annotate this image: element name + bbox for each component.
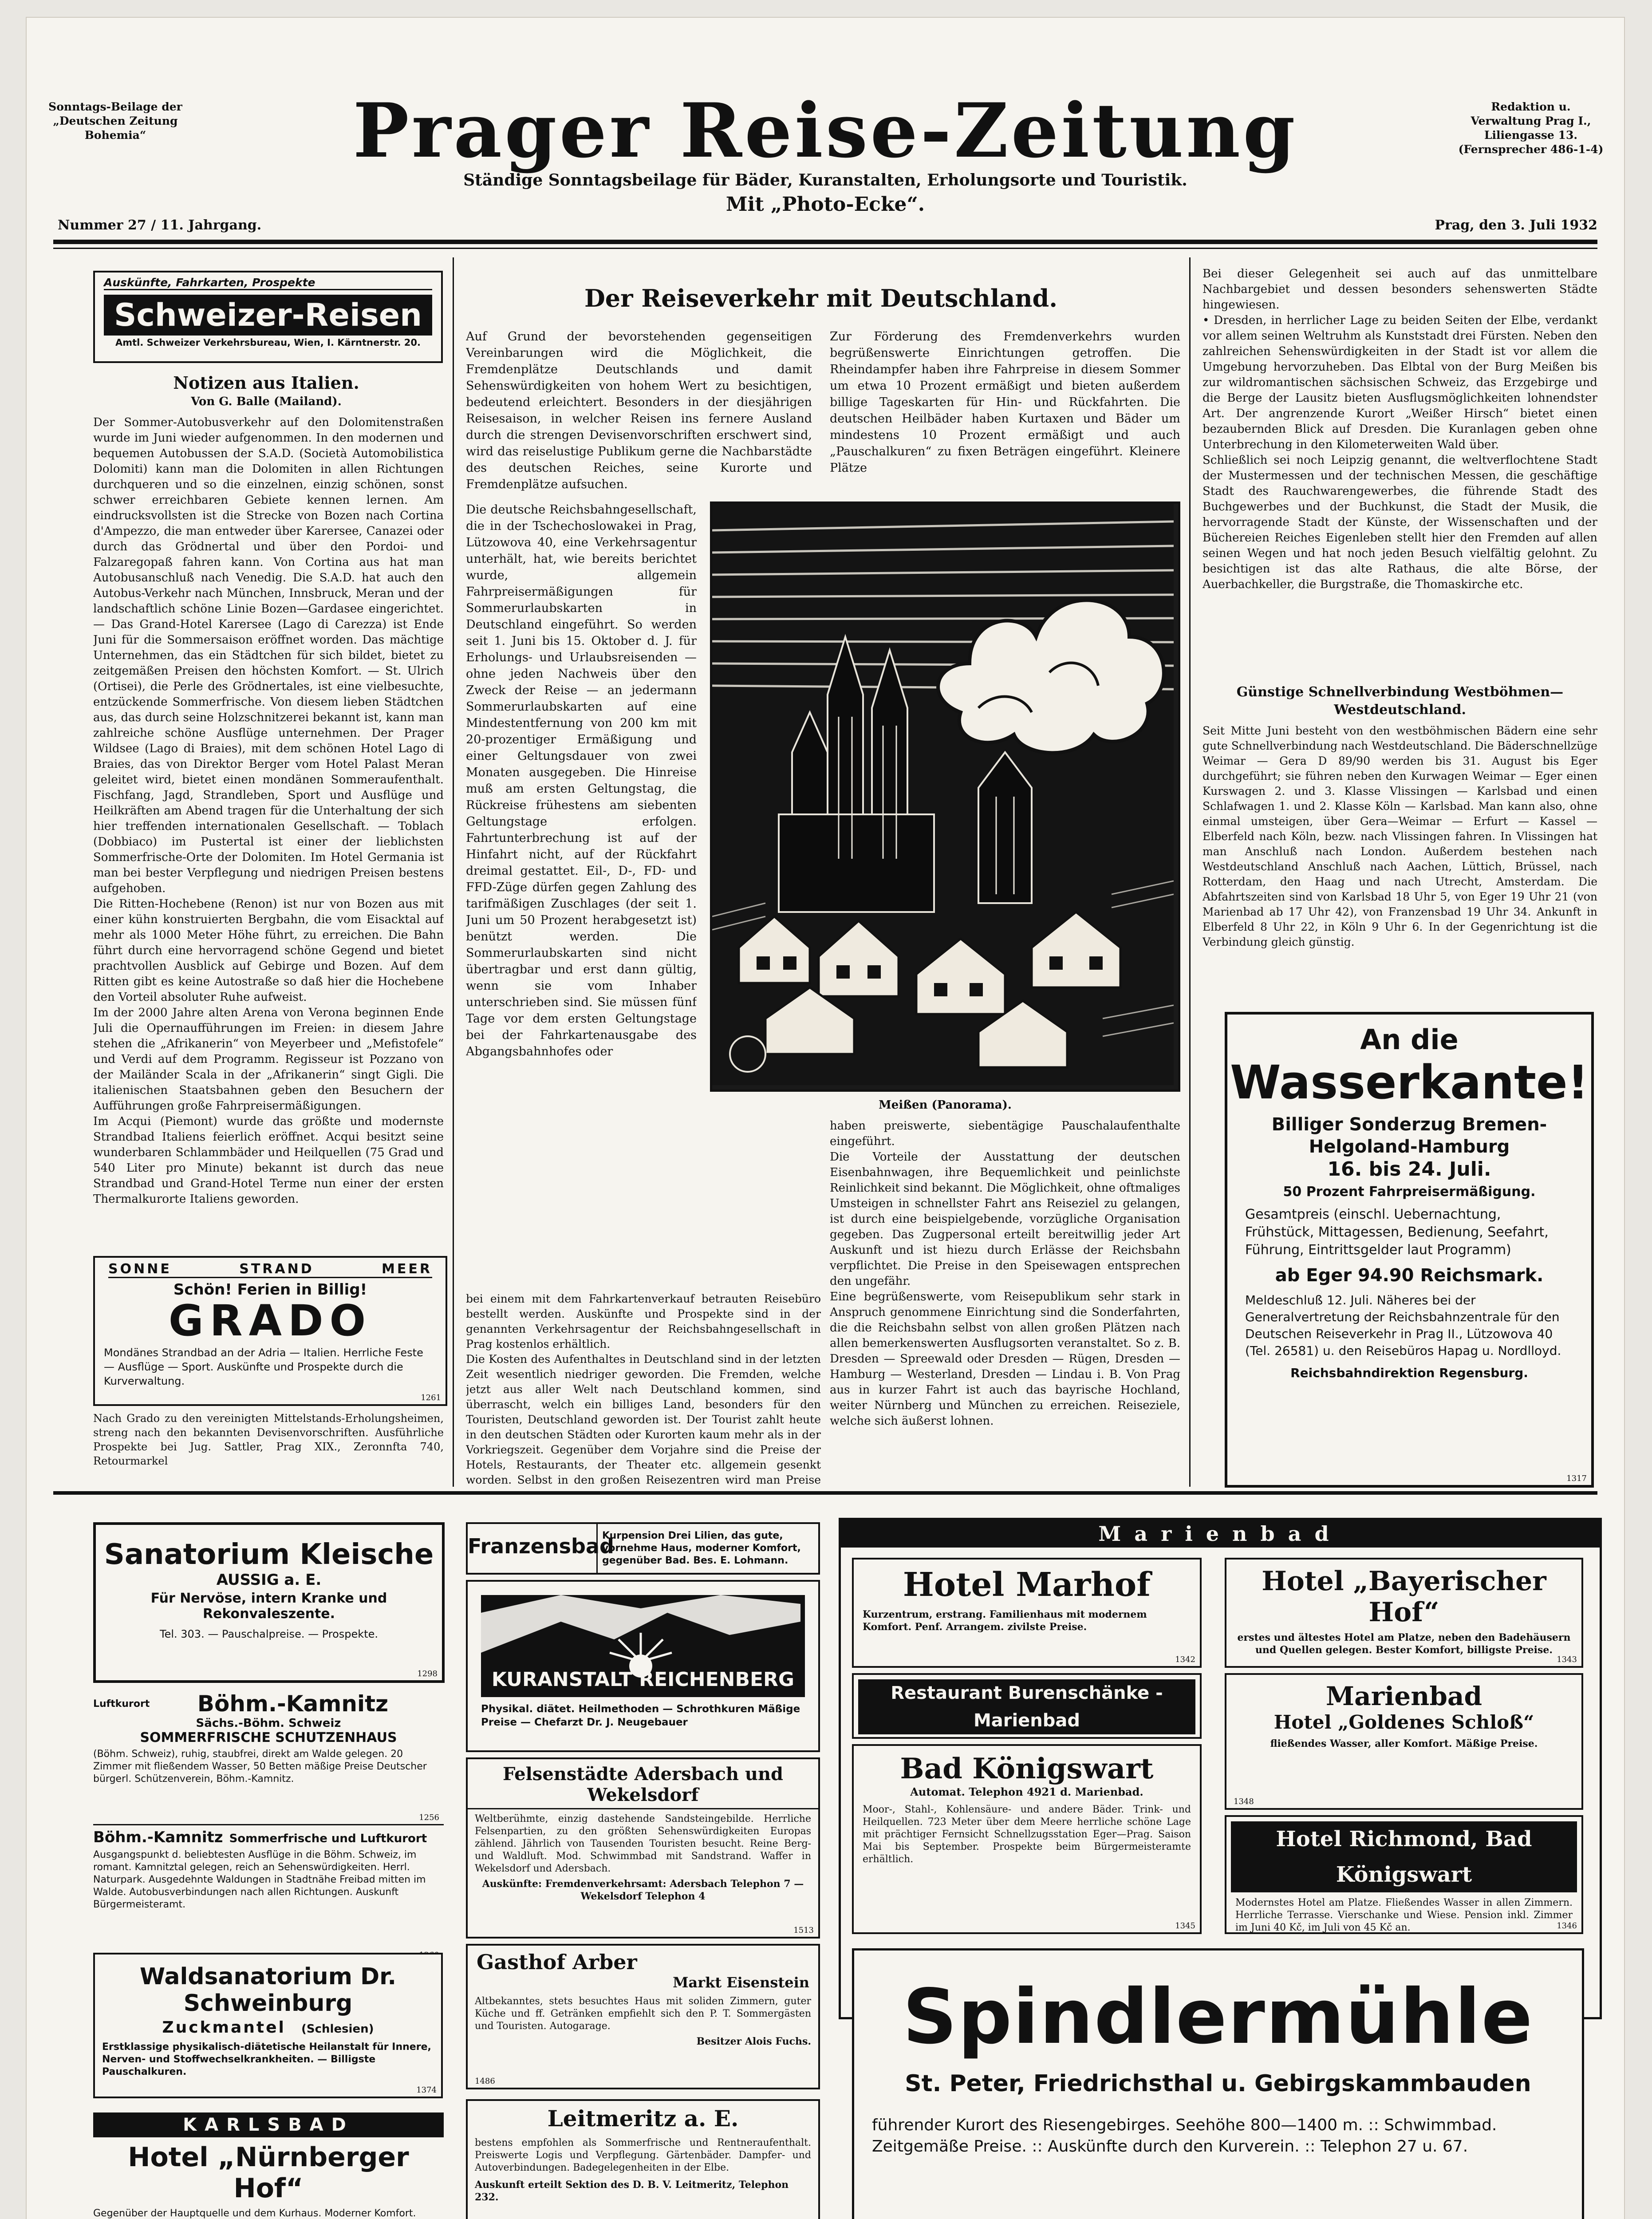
ad-number: 1486 [475,2077,495,2086]
ad-grado-topline [108,1261,432,1278]
ad-place2: (Schlesien) [301,2022,374,2036]
ad-grado [93,1256,447,1406]
ad-number: 1261 [421,1393,441,1402]
ad-tag: Luftkurort [93,1698,150,1710]
ad-grado-title: GRADO [168,1296,372,1346]
ad-title: KURANSTALT REICHENBERG [491,1668,795,1691]
ad-logo [481,1595,805,1697]
ad-wasserkante-discount: 50 Prozent Fahrpreisermäßigung. [1283,1184,1536,1200]
ad-place: Zuckmantel [162,2018,286,2037]
column-rule [453,257,454,1487]
ad-spindlermuehle [852,1948,1584,2219]
ad-title: Spindlermühle [903,1973,1534,2061]
ad-wasserkante-line1: An die [1360,1023,1459,1056]
ad-title: Leitmeritz a. E. [547,2105,739,2132]
issue-date: Prag, den 3. Juli 1932 [1435,217,1597,233]
ad-tel: Tel. 303. — Pauschalpreise. — Prospekte. [159,1628,378,1640]
ad-goldenes-schloss [1225,1673,1583,1810]
ad-desc: erstes und ältestes Hotel am Platze, neben den Badehäusern und Quellen gelegen. Bester Komfort, billigste Preise. [1237,1632,1571,1656]
ad-hotel-bayerischer-hof [1225,1558,1583,1668]
masthead-rule [53,240,1597,244]
ad-hotel-marhof [852,1558,1202,1668]
ad-title: Gasthof Arber [477,1950,637,1974]
ad-title2: Sommerfrische und Luftkurort [229,1832,427,1845]
ad-wasserkante-dates: 16. bis 24. Juli. [1327,1158,1491,1181]
ad-schweinburg [93,1953,443,2098]
ad-desc: (Böhm. Schweiz), ruhig, staubfrei, direkt am Walde gelegen. 20 Zimmer mit fließendem Wasser, 50 Betten mäßige Preise Deutscher bürgerl. Schützenverein, Böhm.-Kamnitz. [93,1749,427,1785]
main-col-a-top: Auf Grund der bevorstehenden gegenseitigen Vereinbarungen wird die Möglichkeit, die Fremdenplätze Deutschlands und damit Sehenswürdigkeiten von hohem Wert zu besichtigen, bedeutend erleichtert. Besonders in der diesjährigen Reisesaison, in welcher Reisen ins fernere Ausland durch die strengen Devisenvorschriften erschwert sind, wird das reiselustige Publikum gerne die Nachbarstädte des deutschen Reiches, seine Kurorte und Fremdenplätze aufsuchen. [466,330,812,491]
ad-franzensbad [466,1522,820,1575]
ad-title: Bad Königswart [900,1752,1154,1785]
col4-heading: Günstige Schnellverbindung Westböhmen—Westdeutschland. [1236,684,1564,718]
ad-grado-strand: STRAND [239,1261,314,1277]
ad-desc: Gegenüber der Hauptquelle und dem Kurhaus. Moderner Komfort. [93,2208,416,2219]
ad-desc: fließendes Wasser, aller Komfort. Mäßige Preise. [1270,1738,1538,1749]
masthead-title: Prager Reise-Zeitung [353,87,1298,174]
ad-title: Hotel „Bayerischer Hof“ [1262,1566,1546,1628]
ad-sanatorium-kleische [93,1522,445,1683]
ad-schweizer-title: Schweizer-Reisen [104,295,432,336]
masthead-subtitle: Ständige Sonntagsbeilage für Bäder, Kuranstalten, Erholungsorte und Touristik. [463,171,1187,190]
ad-title: Waldsanatorium Dr. Schweinburg [139,1963,397,2017]
ad-title: Hotel Marhof [903,1566,1151,1604]
ad-wasserkante-price: ab Eger 94.90 Reichsmark. [1275,1265,1544,1286]
col4-intro: Bei dieser Gelegenheit sei auch auf das unmittelbare Nachbargebiet und dessen besonders sehenswerten Städte hingewiesen. • Dresden, in herrlicher Lage zu beiden Seiten der Elbe, verdankt vor allem seinen Weltruhm als Kunststadt drei Fürsten. Neben den zahlreichen Sehenswürdigkeiten in der Stadt ist vor allem die Umgebung hervorzuheben. Das Elbtal von der Burg Meißen bis zur wildromantischen sächsischen Schweiz, das Erzgebirge und die Berge der Lausitz bieten Ausflugsmöglichkeiten lohnendster Art. Der angrenzende Kurort „Weißer Hirsch“ bietet einen bezaubernden Blick auf Dresden. Die Kuranlagen geben ohne Unterbrechung in den Kilometerweiten Wald über. Schließlich sei noch Leipzig genannt, die weltverflochtene Stadt der Mustermessen und der technischen Messen, die geschäftige Stadt des Rauchwarengewerbes, die führende Stadt des Buchgewerbes und der Buchkunst, die Stadt der Musik, die hervorragende Stadt der Künste, der Wissenschaften und der Büchereien Reiches Eigenleben stellt hier den Fremden auf allen seinen Wegen und hat noch jeden Besuch vielfältig gelohnt. Zu besichtigen ist das alte Rathaus, die alte Börse, der Auerbachkeller, die Burgstraße, die Thomaskirche etc. [1203,267,1597,591]
ad-bad-koenigswart [852,1744,1202,1934]
ad-desc: Weltberühmte, einzig dastehende Sandsteingebilde. Herrliche Felsenpartien, zu den größten Sehenswürdigkeiten Europas zählend. Jährlich von Tausenden Touristen besucht. Reine Berg- und Waldluft. Mod. Schwimmbad mit Sandstrand. Waffer in Wekelsdorf und Adersbach. [475,1813,811,1874]
col1-byline: Von G. Balle (Mailand). [191,395,342,408]
ad-number: 1317 [1566,1474,1587,1483]
issue-number: Nummer 27 / 11. Jahrgang. [58,217,262,233]
ad-grado-sonne: SONNE [108,1261,172,1277]
ad-kamnitz-luftkurort [93,1828,444,1962]
ad-kamnitz-schutzenhaus [93,1691,444,1825]
ad-sub2: SOMMERFRISCHE SCHUTZENHAUS [140,1730,397,1745]
ad-desc: Kurpension Drei Lilien, das gute, vornehme Haus, moderner Komfort, gegenüber Bad. Bes. E. Lohmann. [602,1530,801,1566]
col4-body: Seit Mitte Juni besteht von den westböhmischen Bädern eine sehr gute Schnellverbindung nach Westdeutschland. Die Bäderschnellzüge Weimar — Gera D 89/90 werden bis 31. August bis Eger durchgeführt; sie führen neben den Kurwagen Weimar — Eger einen Kurswagen 2. und 3. Klasse Vlissingen — Karlsbad und einen Schlafwagen 1. und 2. Klasse Köln — Karlsbad. Man kann also, ohne einmal umsteigen, über Gera—Weimar — Erfurt — Kassel — Elberfeld nach Köln, bezw. nach Vlissingen fahren. In Vlissingen hat man Anschluß nach London. Außerdem bestehen nach Westdeutschland Anschluß nach Aachen, Lüttich, Brüssel, nach Rotterdam, den Haag und nach Utrecht, Amsterdam. Die Abfahrtszeiten sind von Karlsbad 18 Uhr 5, von Eger 19 Uhr 21 (von Marienbad ab 17 Uhr 42), von Franzensbad 19 Uhr 34. Ankunft in Elberfeld 8 Uhr 22, in Köln 9 Uhr 6. In der Gegenrichtung ist die Verbindung gleich günstig. [1203,724,1597,948]
ad-owner: Besitzer Alois Fuchs. [696,2036,811,2047]
ad-wasserkante-sign: Reichsbahndirektion Regensburg. [1290,1366,1528,1380]
meissen-caption: Meißen (Panorama). [879,1098,1012,1112]
ad-grado-desc: Mondänes Strandbad an der Adria — Italien. Herrliche Feste — Ausflüge — Sport. Auskünfte und Prospekte durch die Kurverwaltung. [104,1346,423,1387]
meissen-panorama-image [710,501,1180,1092]
ad-number: 1346 [1557,1921,1577,1931]
col1-tail: Nach Grado zu den vereinigten Mittelstands-Erholungsheimen, streng nach den bekannten Devisenvorschriften. Ausführliche Prospekte bei Jug. Sattler, Prag XIX., Zeronnfta 740, Retourmarkel [93,1412,444,1467]
ad-wasserkante-train: Billiger Sonderzug Bremen-Helgoland-Hamburg [1271,1114,1547,1157]
ad-number: 1348 [1234,1797,1254,1806]
ad-adersbach [466,1757,820,1939]
ad-title: Böhm.-Kamnitz [197,1691,389,1717]
ad-number: 1256 [419,1813,439,1822]
newspaper-page [27,18,1624,2219]
ad-title: Hotel Richmond, Bad Königswart [1231,1821,1577,1892]
ad-desc: Erstklassige physikalisch-diätetische Heilanstalt für Innere, Nerven- und Stoffwechselkrankheiten. — Billigste Pauschalkuren. [102,2041,431,2077]
ad-grado-line1: Schön! Ferien in Billig! [173,1281,367,1299]
main-col-a-side: Die deutsche Reichsbahngesellschaft, die in der Tschechoslowakei in Prag, Lützowova 40, eine Verkehrsagentur unterhält, hat, wie bereits berichtet wurde, allgemein Fahrpreisermäßigungen für Sommerurlaubskarten in Deutschland eingeführt. So werden seit 1. Juni bis 15. Oktober d. J. für Erholungs- und Urlaubsreisenden — ohne jeden Nachweis über den Zweck der Reise — an jedermann Sommerurlaubskarten auf eine Mindestentfernung von 200 km mit 20-prozentiger Ermäßigung und einer Geltungsdauer von zwei Monaten ausgegeben. Die Hinreise muß am ersten Geltungstag, die Rückreise frühestens am siebenten Geltungstage erfolgen. Fahrtunterbrechung ist auf der Hinfahrt nicht, auf der Rückfahrt dreimal gestattet. Eil-, D-, FD- und FFD-Züge dürfen gegen Zahlung des tarifmäßigen Zuschlages (der seit 1. Juni um 50 Prozent herabgesetzt ist) benützt werden. Die Sommerurlaubskarten sind nicht übertragbar und erst dann gültig, wenn sie vom Inhaber unterschrieben sind. Sie müssen fünf Tage vor dem ersten Geltungstage bei der Fahrkartenausgabe des Abgangsbahnhofes oder [466,503,697,1058]
ad-number: 1374 [416,2085,437,2095]
ads-section-rule [53,1491,1597,1495]
ad-number: 1343 [1557,1655,1577,1664]
ad-sub: Hotel „Goldenes Schloß“ [1273,1711,1534,1733]
ad-hotel-richmond [1225,1815,1583,1934]
ad-desc: Moor-, Stahl-, Kohlensäure- und andere Bäder. Trink- und Heilquellen. 723 Meter über dem Meere herrliche schöne Lage mit prächtiger Fernsicht Schnellzugsstation Eger—Prag. Saison Mai bis September. Prospekte beim Bürgermeisteramte erhältlich. [863,1804,1191,1865]
column-rule [1189,257,1191,1487]
ad-number: 1342 [1175,1655,1195,1664]
ad-place: AUSSIG a. E. [216,1571,322,1589]
ad-number: 1298 [417,1669,438,1678]
main-col-b-bottom: haben preiswerte, siebentägige Pauschalaufenthalte eingeführt. Die Vorteile der Ausstattung der deutschen Eisenbahnwagen, ihre Bequemlichkeit und peinlichste Reinlichkeit sind bekannt. Die Möglichkeit, ohne oftmaliges Umsteigen in schnellster Fahrt ans Reiseziel zu gelangen, ist durch eine beispielgebende, vorzügliche Organisation gegeben. Das Zugpersonal erteilt bereitwillig jeder Art Auskunft und ist hiezu durch Erlässe der Reichsbahn verpflichtet. Die Preise in den Speisewagen entsprechen den ungefähr. Eine begrüßenswerte, vom Reisepublikum sehr stark in Anspruch genommene Einrichtung sind die Sonderfahrten, die die Reichsbahn selbst von allen großen Plätzen nach allen bemerkenswerten Ausflugsorten veranstaltet. So z. B. Dresden — Spreewald oder Dresden — Rügen, Dresden — Hamburg — Westerland, Dresden — Lindau i. B. Von Prag aus in kurzer Fahrt ist auch das bayrische Hochland, weiter Nürnberg und München zu erreichen. Reiseziele, welche sich äußerst lohnen. [830,1119,1180,1428]
ad-top: KARLSBAD [93,2112,444,2137]
ad-desc: Kurzentrum, erstrang. Familienhaus mit modernem Komfort. Penf. Arrangem. zivilste Preise. [863,1609,1147,1633]
ad-title: Felsenstädte Adersbach und Wekelsdorf [468,1764,818,1809]
ad-desc: bestens empfohlen als Sommerfrische und Rentneraufenthalt. Preiswerte Logis und Verpflegung. Gärtenbäder. Dampfer- und Autoverbindungen. Badegelegenheiten in der Elbe. [475,2137,811,2173]
ad-title: Sanatorium Kleische [104,1538,434,1571]
ad-title: Restaurant Burenschänke - Marienbad [858,1679,1195,1734]
ad-desc: führender Kurort des Riesengebirges. Seehöhe 800—1400 m. :: Schwimmbad. Zeitgemäße Preise. :: Auskünfte durch den Kurverein. :: Telephon 27 u. 67. [872,2116,1497,2156]
ad-sub: Sächs.-Böhm. Schweiz [196,1717,341,1730]
ad-contact: Auskunft erteilt Sektion des D. B. V. Leitmeritz, Telephon 232. [475,2179,789,2203]
main-article-heading: Der Reiseverkehr mit Deutschland. [584,284,1058,312]
ad-sub: St. Peter, Friedrichsthal u. Gebirgskammbauden [905,2070,1531,2097]
main-col-b-top: Zur Förderung des Fremdenverkehrs wurden begrüßenswerte Einrichtungen getroffen. Die Rheindampfer haben ihre Fahrpreise in diesem Sommer um etwa 10 Prozent ermäßigt und bieten außerdem billige Tageskarten für Hin- und Rückfahrten. Die deutschen Heilbäder haben Kurtaxen und Bäder um mindestens 10 Prozent ermäßigt und auch „Pauschalkuren“ zu fixen Beträgen eingeführt. Kleinere Plätze [830,330,1180,475]
ad-gasthof-arber [466,1944,820,2089]
masthead-rule-thin [53,248,1597,249]
ad-title: Böhm.-Kamnitz [93,1828,223,1846]
ad-desc: Physikal. diätet. Heilmethoden — Schrothkuren Mäßige Preise — Chefarzt Dr. J. Neugebauer [481,1703,800,1728]
ad-title: Marienbad [1325,1681,1482,1711]
col1-body: Der Sommer-Autobusverkehr auf den Dolomitenstraßen wurde im Juni wieder aufgenommen. In den modernen und bequemen Autobussen der S.A.D. (Società Automobilistica Dolomiti) kann man die Dolomiten in allen Richtungen durchqueren und so die einzelnen, einzig schönen, sonst schwer erreichbaren Gebiete kennen lernen. Am eindrucksvollsten ist die Strecke von Bozen nach Cortina d'Ampezzo, die man entweder über Karersee, Canazei oder durch das Grödnertal und über den Pordoi- und Falzaregopaß fahren kann. Von Cortina aus hat man Autobusanschluß nach Venedig. Die S.A.D. hat auch den Autobus-Verkehr nach München, Innsbruck, Meran und der landschaftlich schöne Linie Bozen—Gardasee eingerichtet. — Das Grand-Hotel Karersee (Lago di Carezza) ist Ende Juni für die Sommersaison eröffnet worden. Das mächtige Unternehmen, das ein Städtchen für sich bildet, bietet zu zeitgemäßen Preisen den höchsten Komfort. — St. Ulrich (Ortisei), die Perle des Grödnertales, ist eine vielbesuchte, entzückende Sommerfrische. Von diesem lieben Städtchen aus, das durch seine Holzschnitzerei bekannt ist, kann man zahlreiche schöne Ausflüge unternehmen. Der Prager Wildsee (Lago di Braies), mit dem schönen Hotel Lago di Braies, das von Direktor Berger vom Hotel Palast Meran geleitet wird, bietet einen mondänen Sommeraufenthalt. Fischfang, Jagd, Strandleben, Sport und Ausflüge und Heilkräften am Abend tragen für die Unterhaltung der sich hier treffenden internationalen Gesellschaft. — Toblach (Dobbiaco) im Pustertal ist einer der lieblichsten Sommerfrische-Orte der Dolomiten. Im Hotel Germania ist man bei bester Verpflegung und niedrigen Preisen bestens aufgehoben. Die Ritten-Hochebene (Renon) ist nur von Bozen aus mit einer kühn konstruierten Bergbahn, die vom Eisacktal auf mehr als 1000 Meter Höhe führt, zu erreichen. Die Bahn führt durch eine hervorragend schöne Gegend und bietet prachtvollen Ausblick auf Gebirge und Bozen. Auf dem Ritten gibt es keine Autostraße so daß hier die Hochebene den Vorteil absoluter Ruhe aufweist. Im der 2000 Jahre alten Arena von Verona beginnen Ende Juli die Opernaufführungen im Freien: in diesem Jahre stehen die „Afrikanerin“ von Meyerbeer und „Mefistofele“ und Verdi auf dem Programm. Regisseur ist Pozzano von der Mailänder Scala in der „Afrikanerin“ singt Gigli. Die italienischen Staatsbahnen geben den Besuchern der Aufführungen große Fahrpreisermäßigungen. Im Acqui (Piemont) wurde das größte und modernste Strandbad Italiens feierlich eröffnet. Acqui besitzt seine wunderbaren Schlammbäder und Heilquellen (75 Grad und 540 Liter pro Minute) bekannt ist durch das neue Strandbad und Grand-Hotel Terme nun einer der ersten Thermalkurorte Italiens geworden. [93,416,444,1206]
ad-schweizer-top: Auskünfte, Fahrkarten, Prospekte [104,276,432,290]
ad-schweizer-reisen [93,271,443,363]
ad-burenschaenke [852,1673,1202,1739]
ad-title: Hotel „Nürnberger Hof“ [128,2142,409,2204]
ad-desc [861,1737,1193,1739]
ad-desc: Ausgangspunkt d. beliebtesten Ausflüge in die Böhm. Schweiz, im romant. Kamnitztal gelegen, reich an Sehenswürdigkeiten. Herrl. Naturpark. Ausgedehnte Waldungen in Stadtnähe Freibad mitten im Walde. Autobusverbindungen nach allen Richtungen. Auskunft Bürgermeisteramt. [93,1849,426,1910]
ad-desc: Für Nervöse, intern Kranke und Rekonvaleszente. [150,1591,387,1622]
ad-place: Markt Eisenstein [673,1974,809,1991]
ad-kuranstalt-reichenberg [466,1580,820,1752]
masthead-right-note: Redaktion u. Verwaltung Prag I., Liliengasse 13. (Fernsprecher 486-1-4) [1458,100,1604,156]
ad-wasserkante [1225,1012,1594,1488]
marienbad-header: Marienbad [841,1520,1600,1548]
ad-wasserkante-body: Gesamtpreis (einschl. Uebernachtung, Frühstück, Mittagessen, Bedienung, Seefahrt, Führung, Eintrittsgelder laut Programm) [1245,1207,1549,1258]
ad-sub: Automat. Telephon 4921 d. Marienbad. [910,1785,1143,1798]
masthead-photo-ecke: Mit „Photo-Ecke“. [725,193,925,216]
col1-heading: Notizen aus Italien. [173,373,359,393]
ad-karlsbad-nuernberger-hof [93,2112,444,2219]
ad-grado-meer: MEER [382,1261,432,1277]
ad-wasserkante-body2: Meldeschluß 12. Juli. Näheres bei der Generalvertretung der Reichsbahnzentrale für den Deutschen Reiseverkehr in Prag II., Lützowova 40 (Tel. 26581) u. den Reisebüros Hapag u. Nordlloyd. [1245,1293,1561,1358]
ad-wasserkante-title: Wasserkante! [1230,1055,1589,1110]
ad-number: 1513 [793,1926,814,1935]
main-col-a-bottom: bei einem mit dem Fahrkartenverkauf betrauten Reisebüro bestellt werden. Auskünfte und Prospekte sind in der genannten Verkehrsagentur der Reichsbahngesellschaft in Prag kostenlos erhältlich. Die Kosten des Aufenthaltes in Deutschland sind in der letzten Zeit wesentlich niedriger geworden. Die Fremden, welche jetzt aus aller Welt nach Deutschland kommen, sind überrascht, welch ein billiges Land, besonders für den Touristen, Deutschland geworden ist. Der Tourist zahlt heute in den deutschen Städten oder Kurorten kaum mehr als in der Vorkriegszeit. Gegenüber dem Vorjahre sind die Preise der Hotels, Restaurants, der Theater etc. allgemein gesenkt worden. Selbst in den großen Reisezentren wird man Preise [466,1292,821,1486]
masthead-left-note: Sonntags-Beilage der „Deutschen Zeitung Bohemia“ [48,100,182,142]
ad-number: 1345 [1175,1921,1195,1931]
ad-title: Franzensbad [468,1524,598,1573]
ad-contact: Auskünfte: Fremdenverkehrsamt: Adersbach Telephon 7 — Wekelsdorf Telephon 4 [482,1878,804,1902]
ad-desc: Altbekanntes, stets besuchtes Haus mit soliden Zimmern, guter Küche und ff. Getränken empfiehlt sich den P. T. Sommergästen und Touristen. Autogarage. [475,1996,811,2032]
ad-schweizer-address: Amtl. Schweizer Verkehrsbureau, Wien, I. Kärntnerstr. 20. [115,337,421,348]
ad-leitmeritz [466,2099,820,2219]
ad-desc: Modernstes Hotel am Platze. Fließendes Wasser in allen Zimmern. Herrliche Terrasse. Vierschanke und Wiese. Pension inkl. Zimmer im Juni 40 Kč, im Juli von 45 Kč an. [1235,1897,1573,1933]
woodcut-illustration [712,504,1174,1085]
